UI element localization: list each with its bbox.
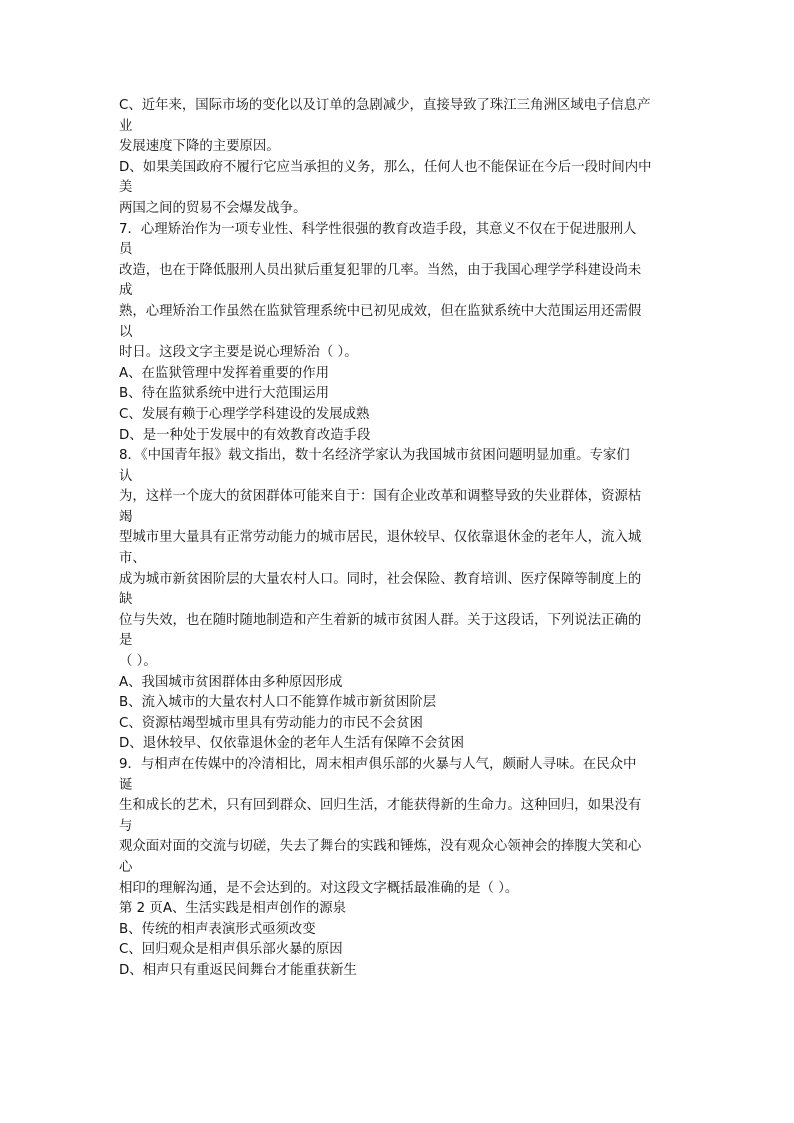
text-line: 业 <box>119 118 133 134</box>
text-line: 7．心理矫治作为一项专业性、科学性很强的教育改造手段，其意义不仅在于促进服刑人 <box>119 221 637 237</box>
text-line: 第 2 页A、生活实践是相声创作的源泉 <box>119 901 347 917</box>
text-line: 发展速度下降的主要原因。 <box>119 139 280 155</box>
text-line: 观众面对面的交流与切磋，失去了舞台的实践和锤炼，没有观众心领神会的捧腹大笑和心 <box>119 839 642 855</box>
text-line: D、退休较早、仅依靠退休金的老年人生活有保障不会贫困 <box>119 736 465 752</box>
text-line: C、资源枯竭型城市里具有劳动能力的市民不会贫困 <box>119 715 423 731</box>
text-line: 与 <box>119 818 133 834</box>
text-line: 两国之间的贸易不会爆发战争。 <box>119 200 307 216</box>
text-line: 9．与相声在传媒中的冷清相比，周末相声俱乐部的火暴与人气，颇耐人寻味。在民众中 <box>119 757 637 772</box>
text-line: C、回归观众是相声俱乐部火暴的原因 <box>119 942 343 958</box>
text-line: 缺 <box>119 592 133 608</box>
text-line: （ ）。 <box>119 654 157 670</box>
text-line: 美 <box>119 180 133 196</box>
text-line: 成 <box>119 283 133 299</box>
text-line: 改造，也在于降低服刑人员出狱后重复犯罪的几率。当然，由于我国心理学学科建设尚未 <box>119 262 642 278</box>
text-line: A、在监狱管理中发挥着重要的作用 <box>119 365 330 381</box>
text-line: 熟，心理矫治工作虽然在监狱管理系统中已初见成效，但在监狱系统中大范围运用还需假 <box>119 303 642 319</box>
text-line: 诞 <box>119 777 133 793</box>
text-line: 竭 <box>119 509 133 525</box>
text-line: 员 <box>119 242 133 258</box>
text-line: 认 <box>119 468 133 484</box>
text-line: B、传统的相声表演形式亟须改变 <box>119 921 316 937</box>
text-line: 以 <box>119 324 133 340</box>
text-line: 市、 <box>119 551 146 567</box>
document-page <box>119 96 679 982</box>
text-line: B、流入城市的大量农村人口不能算作城市新贫困阶层 <box>119 695 437 711</box>
text-line: D、如果美国政府不履行它应当承担的义务，那么，任何人也不能保证在今后一段时间内中 <box>119 159 652 175</box>
text-line: C、近年来，国际市场的变化以及订单的急剧减少，直接导致了珠江三角洲区域电子信息产 <box>119 98 651 113</box>
text-line: 为，这样一个庞大的贫困群体可能来自于：国有企业改革和调整导致的失业群体，资源枯 <box>119 489 642 505</box>
text-line: B、待在监狱系统中进行大范围运用 <box>119 386 330 402</box>
text-line: C、发展有赖于心理学学科建设的发展成熟 <box>119 406 370 422</box>
text-line: 是 <box>119 633 133 649</box>
text-line: 型城市里大量具有正常劳动能力的城市居民，退休较早、仅依靠退休金的老年人，流入城 <box>119 530 642 546</box>
text-line: D、相声只有重返民间舞台才能重获新生 <box>119 962 357 978</box>
text-line: 8．《中国青年报》载文指出，数十名经济学家认为我国城市贫困问题明显加重。专家们 <box>119 448 630 464</box>
text-line: 心 <box>119 859 133 875</box>
text-line: 成为城市新贫困阶层的大量农村人口。同时，社会保险、教育培训、医疗保障等制度上的 <box>119 571 642 587</box>
text-line: D、是一种处于发展中的有效教育改造手段 <box>119 427 371 443</box>
text-line: 时日。这段文字主要是说心理矫治（ ）。 <box>119 345 358 361</box>
text-line: 生和成长的艺术，只有回到群众、回归生活，才能获得新的生命力。这种回归，如果没有 <box>119 798 642 814</box>
text-line: 位与失效，也在随时随地制造和产生着新的城市贫困人群。关于这段话，下列说法正确的 <box>119 612 642 628</box>
text-line: A、我国城市贫困群体由多种原因形成 <box>119 674 343 690</box>
text-line: 相印的理解沟通，是不会达到的。对这段文字概括最准确的是（ ）。 <box>119 880 519 896</box>
